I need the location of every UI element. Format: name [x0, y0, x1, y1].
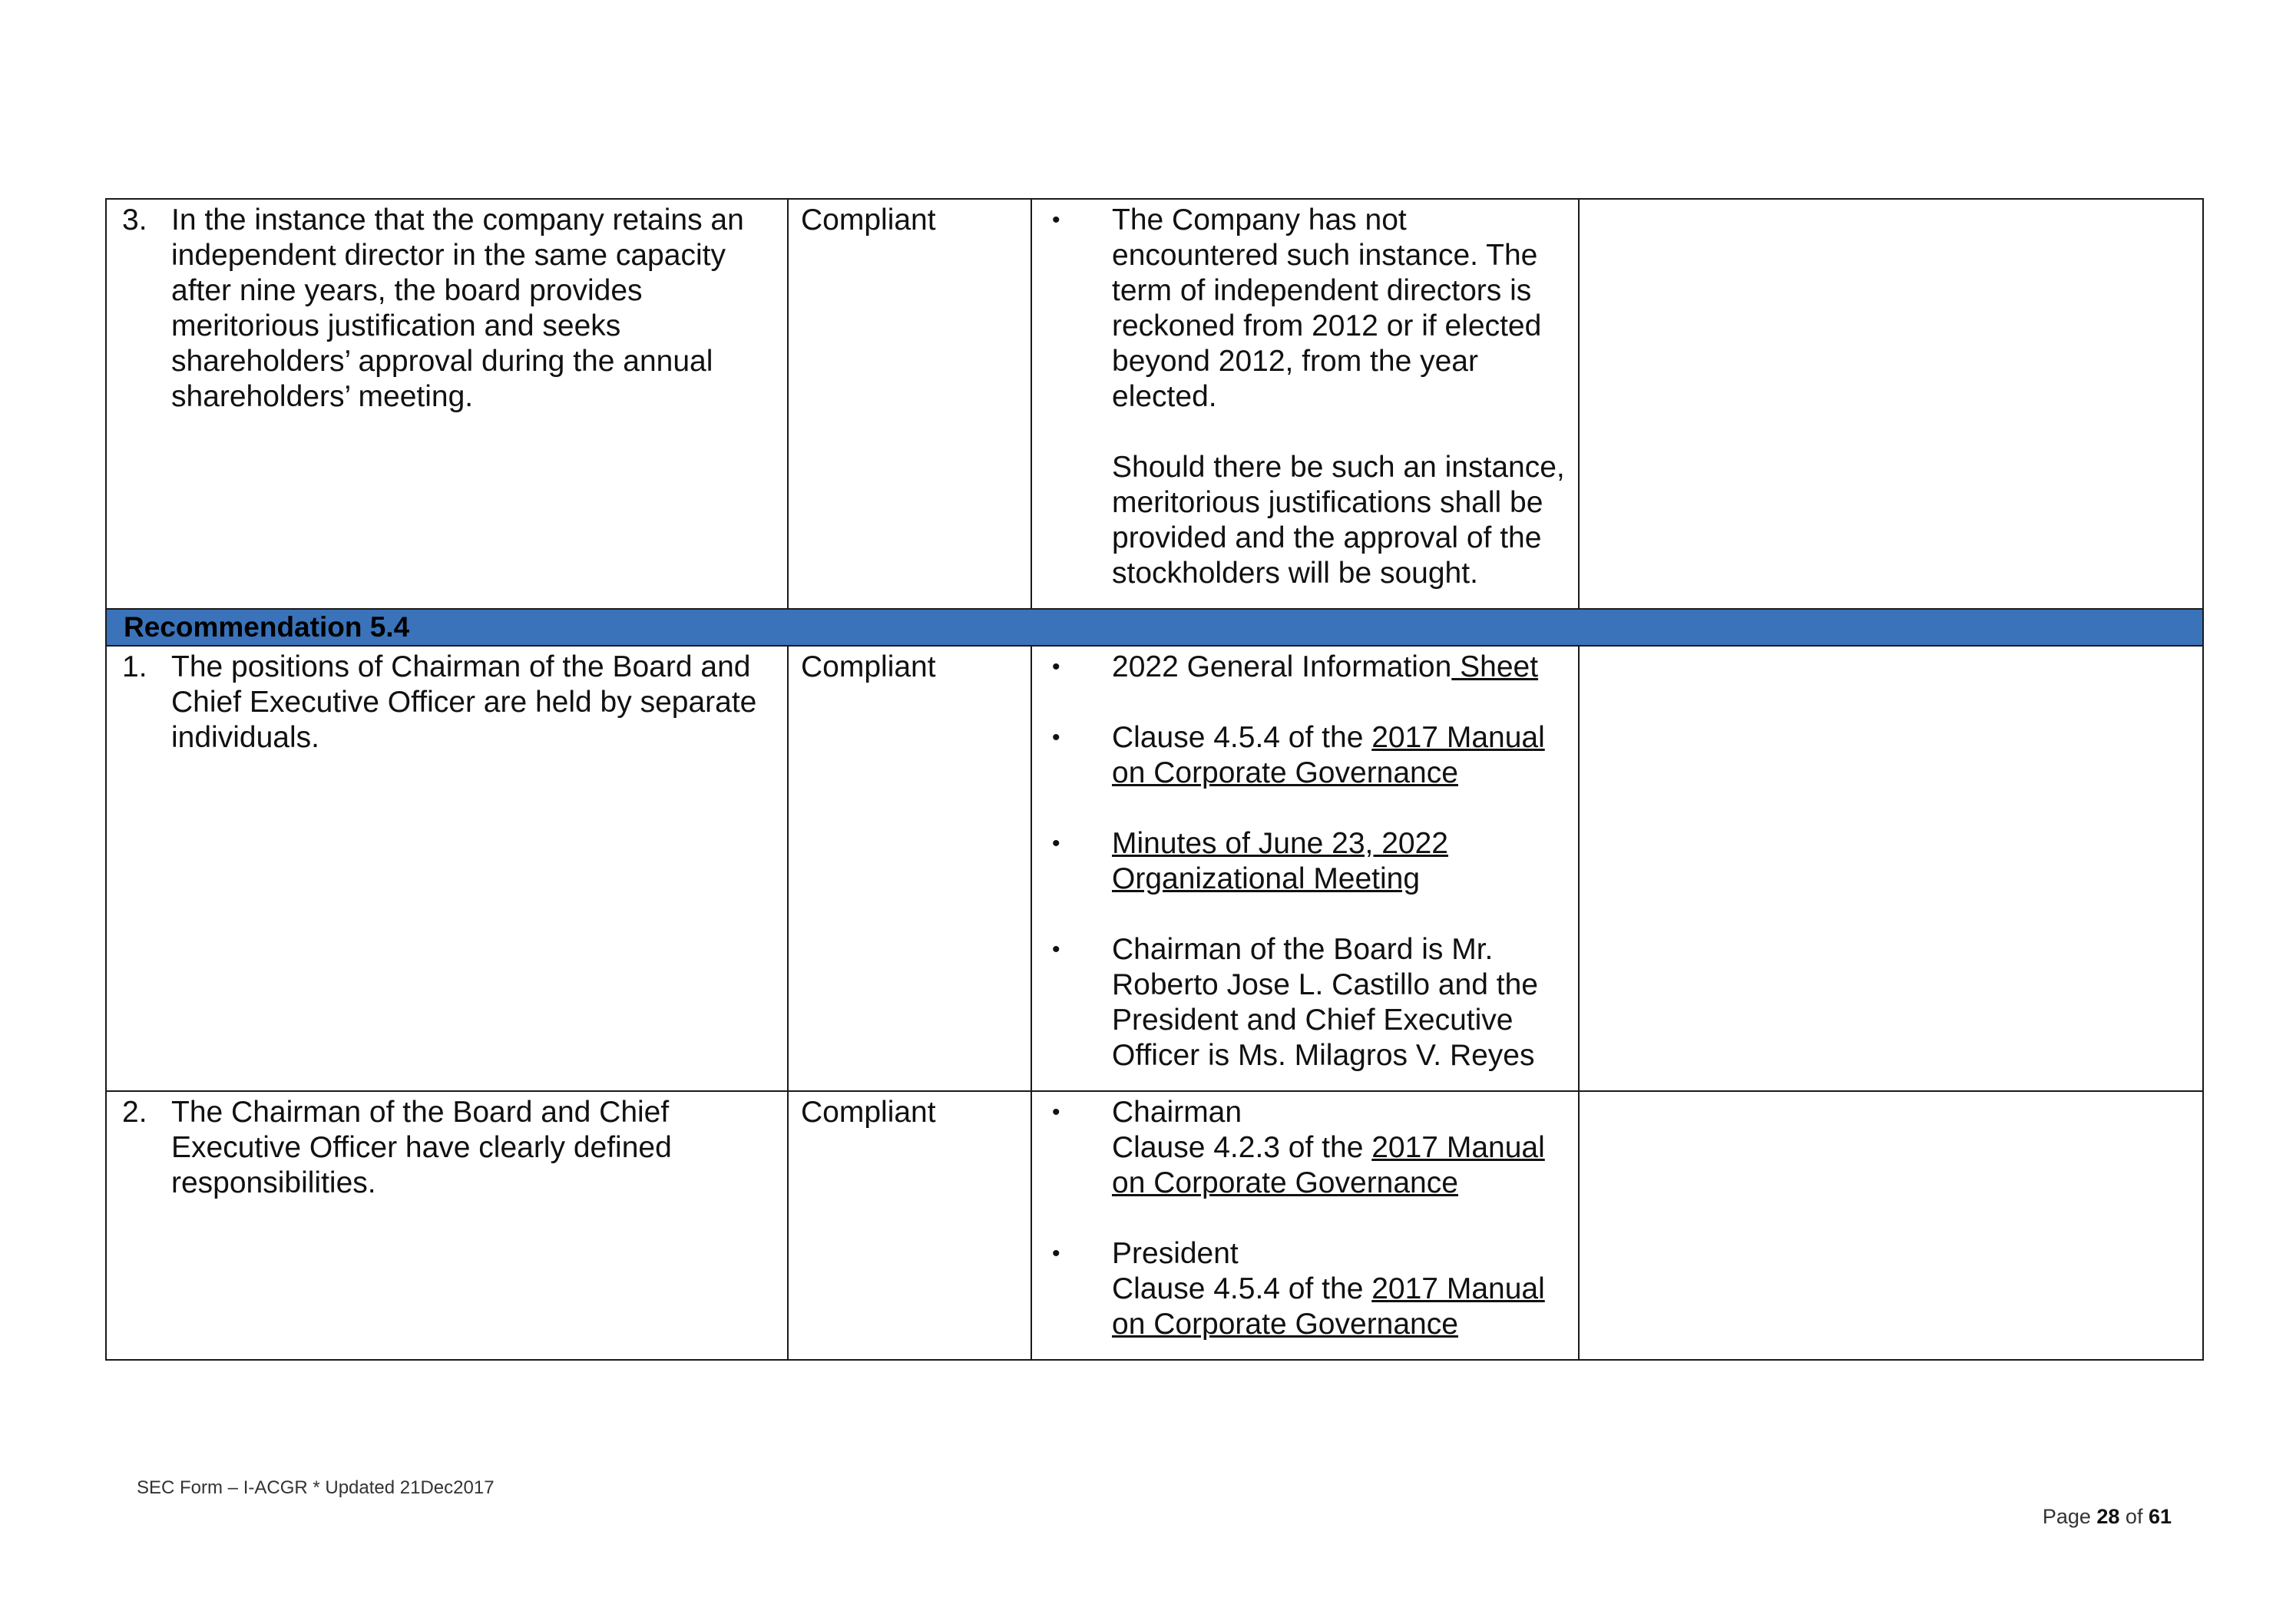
recommendation-cell — [106, 646, 788, 1091]
bullet-icon: • — [1052, 725, 1060, 750]
reference-link[interactable]: Sheet — [1451, 650, 1539, 683]
recommendation-cell — [106, 1091, 788, 1360]
page-current: 28 — [2096, 1505, 2120, 1528]
list-item — [1044, 932, 1569, 1073]
explanation-text: Chairman of the Board is Mr. Roberto Jose L. Castillo and the President and Chief Executive Officer is Ms. Milagros V. Reyes — [1112, 933, 1538, 1072]
table-row — [106, 1091, 2203, 1360]
page-prefix: Page — [2042, 1505, 2097, 1528]
explanation-text: Should there be such an instance, meritorious justifications shall be provided and the approval of the stockholders will be sought. — [1112, 451, 1565, 590]
bullet-title: Chairman — [1112, 1096, 1242, 1129]
explanation-cell — [1031, 1091, 1579, 1360]
table-row — [106, 199, 2203, 609]
item-text: The Chairman of the Board and Chief Executive Officer have clearly defined responsibilities. — [171, 1096, 672, 1199]
compliance-status: Compliant — [801, 1096, 936, 1129]
reference-link[interactable]: 2017 Manual on Corporate Governance — [1112, 1131, 1545, 1199]
empty-cell — [1579, 1091, 2203, 1360]
bullet-icon: • — [1052, 1100, 1060, 1125]
reference-link[interactable]: Minutes of June 23, 2022 Organizational Meeting — [1112, 827, 1448, 895]
recommendation-header-row — [106, 609, 2203, 646]
page-number — [2043, 1505, 2172, 1529]
page-of: of — [2119, 1505, 2149, 1528]
reference-text: Clause 4.5.4 of the — [1112, 721, 1372, 754]
recommendation-cell — [106, 199, 788, 609]
list-item — [1044, 720, 1569, 791]
compliance-table — [105, 198, 2204, 1361]
reference-link[interactable]: 2017 Manual on Corporate Governance — [1112, 721, 1545, 789]
list-item — [1044, 826, 1569, 897]
list-item — [1044, 650, 1569, 685]
item-text: In the instance that the company retains an independent director in the same capacity after nine years, the board provides meritorious justification and seeks shareholders’ approval during the annual shareholders’ meeting. — [171, 203, 744, 413]
explanation-cell — [1031, 199, 1579, 609]
bullet-icon: • — [1052, 654, 1060, 680]
bullet-title: President — [1112, 1237, 1239, 1270]
reference-text: 2022 General Information — [1112, 650, 1452, 683]
status-cell — [788, 1091, 1031, 1360]
item-number: 1. — [122, 650, 147, 683]
compliance-status: Compliant — [801, 203, 936, 236]
status-cell — [788, 646, 1031, 1091]
item-number: 3. — [122, 203, 147, 236]
item-number: 2. — [122, 1096, 147, 1129]
recommendation-header: Recommendation 5.4 — [106, 609, 2203, 646]
bullet-icon: • — [1052, 831, 1060, 856]
empty-cell — [1579, 199, 2203, 609]
reference-text: Clause 4.5.4 of the — [1112, 1272, 1372, 1305]
compliance-status: Compliant — [801, 650, 936, 683]
reference-text: Clause 4.2.3 of the — [1112, 1131, 1372, 1164]
page-total: 61 — [2148, 1505, 2172, 1528]
reference-link[interactable]: 2017 Manual on Corporate Governance — [1112, 1272, 1545, 1341]
bullet-icon: • — [1052, 937, 1060, 962]
form-label: SEC Form – I-ACGR * Updated 21Dec2017 — [137, 1477, 495, 1498]
list-item — [1044, 203, 1569, 591]
list-item — [1044, 1236, 1569, 1342]
table-row — [106, 646, 2203, 1091]
bullet-icon: • — [1052, 1241, 1060, 1266]
status-cell — [788, 199, 1031, 609]
item-text: The positions of Chairman of the Board and Chief Executive Officer are held by separate individuals. — [171, 650, 757, 754]
bullet-icon: • — [1052, 207, 1060, 233]
list-item — [1044, 1095, 1569, 1201]
explanation-text: The Company has not encountered such instance. The term of independent directors is reckoned from 2012 or if elected beyond 2012, from the year elected. — [1112, 203, 1542, 413]
empty-cell — [1579, 646, 2203, 1091]
explanation-cell — [1031, 646, 1579, 1091]
